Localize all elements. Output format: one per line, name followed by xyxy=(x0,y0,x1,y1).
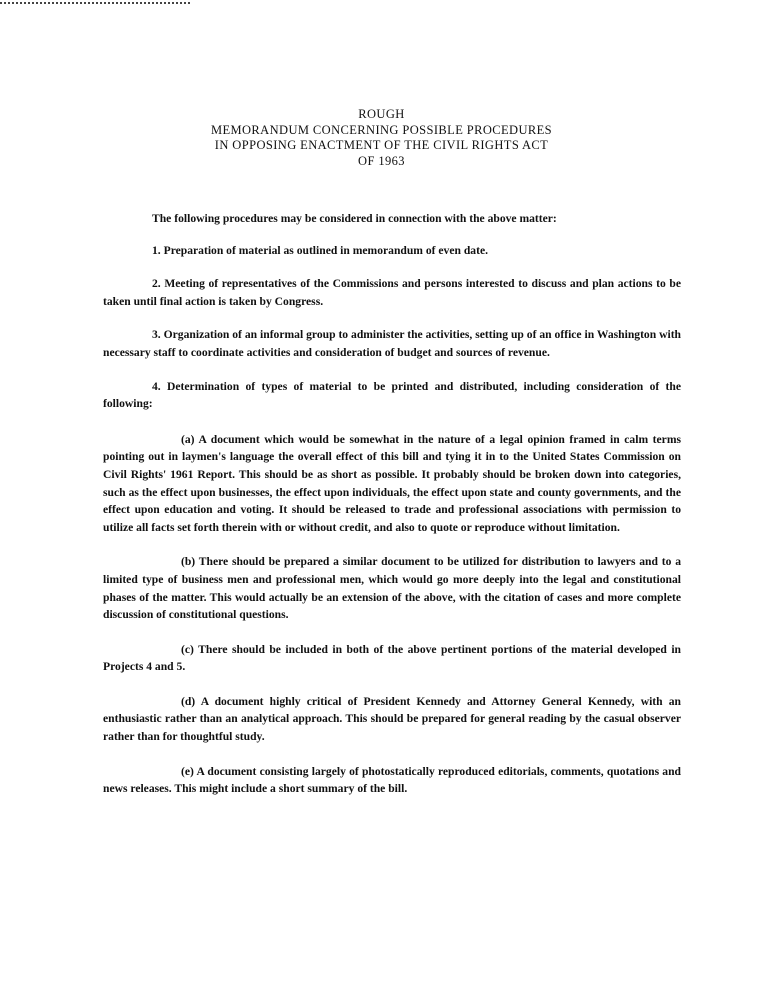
subitem-letter: (b) xyxy=(181,555,196,569)
subitem-letter: (c) xyxy=(181,642,194,656)
item-text: Meeting of representatives of the Commissions and persons interested to discuss and plan actions to be taken until final action is taken by Congress. xyxy=(103,277,681,308)
subitem-b xyxy=(103,553,681,623)
title-line-opposing: IN OPPOSING ENACTMENT OF THE CIVIL RIGHTS ACT xyxy=(214,138,549,152)
subitem-c xyxy=(103,641,681,676)
procedure-item-2 xyxy=(103,275,681,310)
memo-title xyxy=(0,107,763,169)
procedure-item-4 xyxy=(103,378,681,413)
title-line-year: OF 1963 xyxy=(358,153,405,168)
memo-body xyxy=(103,210,681,798)
title-line-memorandum: MEMORANDUM CONCERNING POSSIBLE PROCEDURES xyxy=(210,122,553,137)
item-text: Determination of types of material to be printed and distributed, including consideration of the following: xyxy=(103,379,681,411)
subitem-letter: (a) xyxy=(181,432,195,446)
subitem-letter: (d) xyxy=(181,694,196,708)
subitem-d xyxy=(103,693,681,746)
procedure-item-1 xyxy=(103,242,681,260)
subitem-letter: (e) xyxy=(181,764,194,778)
subitem-text: A document highly critical of President Kennedy and Attorney General Kennedy, with an enthusiastic rather than an analytical approach. This should be prepared for general reading by the casual observer rather than for thoughtful study. xyxy=(103,694,681,744)
item-number: 1. xyxy=(152,243,161,257)
top-dotted-border xyxy=(0,2,190,4)
subitem-text: There should be prepared a similar document to be utilized for distribution to lawyers and to a limited type of business men and professional men, which would go more deeply into the legal and constitutional phases of the matter. This would actually be an extension of the above, with the citation of cases and more complete discussion of constitutional questions. xyxy=(103,555,681,622)
title-line-rough: ROUGH xyxy=(358,107,405,121)
item-text: Preparation of material as outlined in memorandum of even date. xyxy=(163,243,488,257)
item-number: 3. xyxy=(152,328,161,342)
item-number: 2. xyxy=(152,277,161,291)
subitem-text: A document consisting largely of photostatically reproduced editorials, comments, quotations and news releases. This might include a short summary of the bill. xyxy=(103,764,681,796)
intro-paragraph: The following procedures may be considered in connection with the above matter: xyxy=(152,212,557,225)
subitem-text: A document which would be somewhat in the nature of a legal opinion framed in calm terms pointing out in laymen's language the overall effect of this bill and tying it in to the United States Commission on Civil Rights' 1961 Report. This should be as short as possible. It probably should be broken down into categories, such as the effect upon businesses, the effect upon individuals, the effect upon state and county governments, and the effect upon education and voting. It should be released to trade and professional associations with permission to utilize all facts set forth therein with or without credit, and also to quote or reproduce without limitation. xyxy=(103,432,681,534)
procedure-item-3 xyxy=(103,326,681,361)
item-number: 4. xyxy=(152,379,161,393)
subitem-e xyxy=(103,763,681,798)
subitem-a xyxy=(103,431,681,537)
subitem-text: There should be included in both of the above pertinent portions of the material developed in Projects 4 and 5. xyxy=(103,642,681,674)
item-text: Organization of an informal group to administer the activities, setting up of an office in Washington with necessary staff to coordinate activities and consideration of budget and sources of revenue. xyxy=(103,328,682,359)
